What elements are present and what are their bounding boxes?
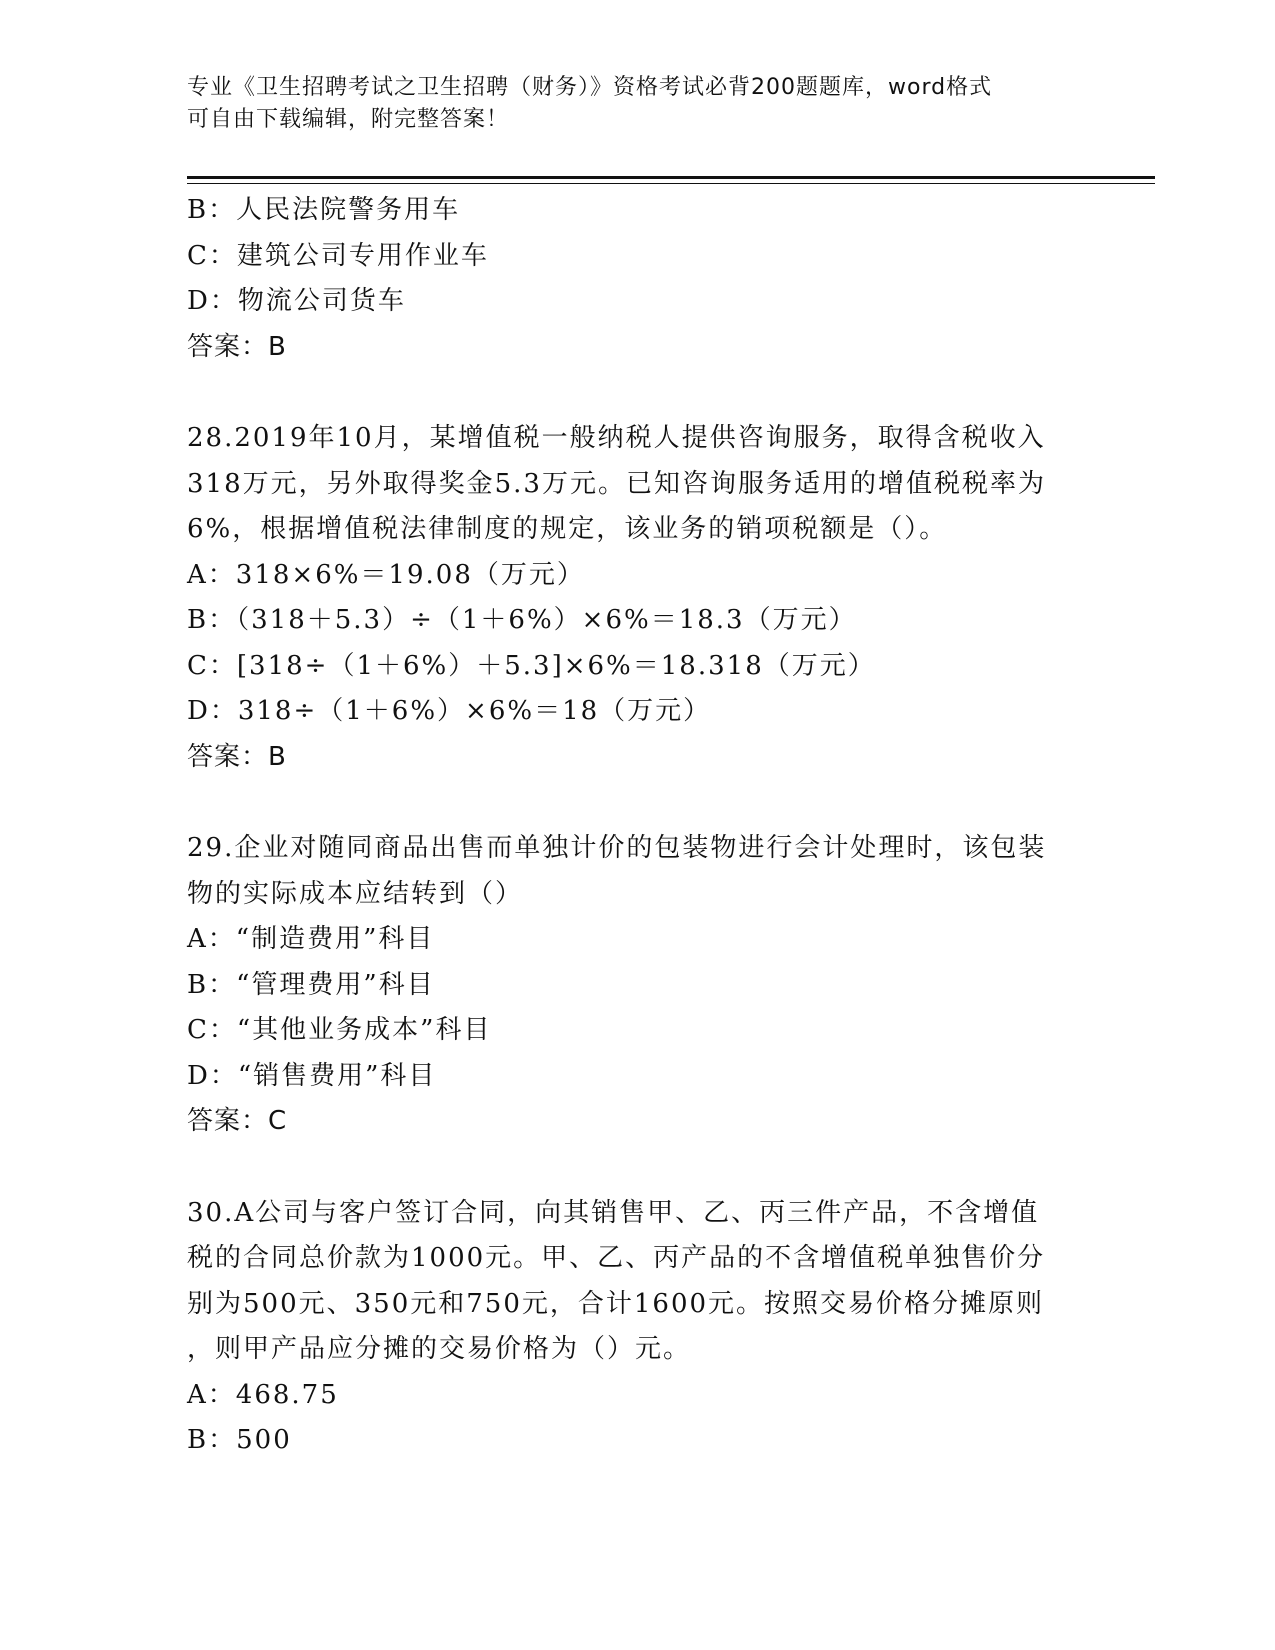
question-list [187,188,1087,1464]
option-d: D：物流公司货车 [187,286,406,316]
option-b: B：（318＋5.3）÷（1＋6%）×6%＝18.3（万元） [187,605,857,635]
question-stem-line: 6%，根据增值税法律制度的规定，该业务的销项税额是（）。 [187,514,948,544]
question-stem-line: 29.企业对随同商品出售而单独计价的包装物进行会计处理时，该包装 [187,833,1047,863]
spacer [187,1145,1087,1191]
question-30 [187,1191,1087,1464]
question-stem-line: ，则甲产品应分摊的交易价格为（）元。 [187,1334,692,1364]
answer: 答案：B [187,331,287,362]
question-27 [187,188,1087,370]
spacer [187,780,1087,826]
question-stem-line: 别为500元、350元和750元，合计1600元。按照交易价格分摊原则 [187,1288,1045,1319]
header-line-2: 可自由下载编辑，附完整答案！ [187,107,510,132]
page-header [187,72,1067,136]
option-b: B：500 [187,1425,292,1455]
question-stem-line: 30.A公司与客户签订合同，向其销售甲、乙、丙三件产品，不含增值 [187,1197,1040,1228]
question-stem-line: 税的合同总价款为1000元。甲、乙、丙产品的不含增值税单独售价分 [187,1243,1046,1273]
option-c: C：建筑公司专用作业车 [187,240,489,271]
option-d: D：318÷（1＋6%）×6%＝18（万元） [187,696,712,726]
option-b: B：“管理费用”科目 [187,969,435,1000]
question-28 [187,416,1087,780]
option-d: D：“销售费用”科目 [187,1060,437,1091]
option-a: A：“制造费用”科目 [187,924,435,954]
option-c: C：[318÷（1＋6%）＋5.3]×6%＝18.318（万元） [187,650,876,681]
header-divider-thin [187,183,1155,184]
header-divider-thick [187,176,1155,179]
option-a: A：468.75 [187,1379,339,1410]
answer: 答案：C [187,1106,288,1136]
question-stem-line: 28.2019年10月，某增值税一般纳税人提供咨询服务，取得含税收入 [187,423,1046,453]
header-line-1: 专业《卫生招聘考试之卫生招聘（财务）》资格考试必背200题题库，word格式 [187,75,993,100]
option-a: A：318×6%＝19.08（万元） [187,559,585,590]
question-stem-line: 318万元，另外取得奖金5.3万元。已知咨询服务适用的增值税税率为 [187,468,1046,499]
question-29 [187,826,1087,1145]
question-stem-line: 物的实际成本应结转到（） [187,878,524,909]
answer: 答案：B [187,741,287,772]
spacer [187,370,1087,416]
option-b: B：人民法院警务用车 [187,195,461,225]
option-c: C：“其他业务成本”科目 [187,1015,492,1045]
